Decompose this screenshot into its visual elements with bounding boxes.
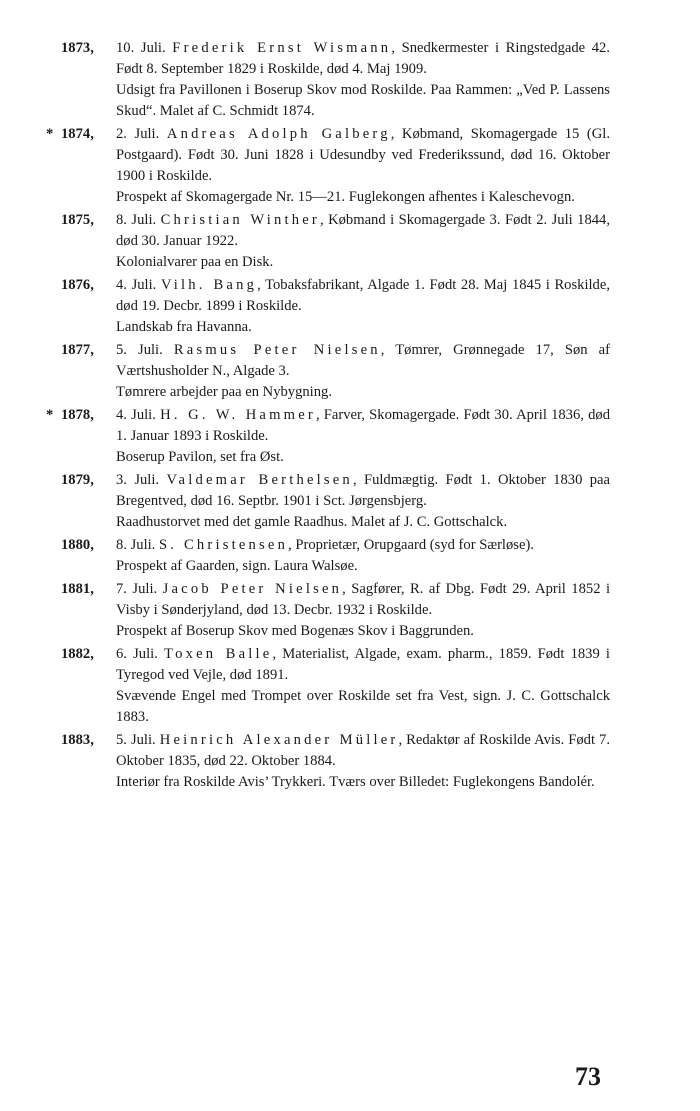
entry-date: 2. Juli. <box>116 126 167 142</box>
entry-text: Prospekt af Skomagergade Nr. 15—21. Fuglekongen afhentes i Kaleschevogn. <box>116 189 575 205</box>
list-item <box>0 644 700 728</box>
document-page <box>0 38 700 795</box>
entry-date: 4. Juli. <box>116 407 161 423</box>
entry-motif <box>116 512 610 533</box>
entry-motif <box>116 80 610 122</box>
entry-person-name: Valdemar Berthelsen <box>166 472 353 488</box>
entry-date: 6. Juli. <box>116 646 165 662</box>
entry-description <box>116 340 610 382</box>
entry-person-name: Frederik Ernst Wismann <box>172 40 392 56</box>
entry-text: Kolonialvarer paa en Disk. <box>116 254 274 270</box>
entry-description <box>116 579 610 621</box>
entry-motif <box>116 187 610 208</box>
list-item <box>0 579 700 642</box>
entry-date: 3. Juli. <box>116 472 167 488</box>
entry-text: Udsigt fra Pavillonen i Boserup Skov mod Roskilde. Paa Rammen: „Ved P. Lassens Skud“. Malet af C. Schmidt 1874. <box>116 82 610 119</box>
entry-motif <box>116 772 610 793</box>
entry-body <box>116 340 610 403</box>
list-item <box>0 730 700 793</box>
entry-year: 1880, <box>61 537 94 553</box>
entry-motif <box>116 252 610 273</box>
entry-body <box>116 210 610 273</box>
entry-date: 5. Juli. <box>116 732 160 748</box>
entry-year: 1877, <box>61 342 94 358</box>
entry-person-name: Heinrich Alexander Müller <box>159 732 399 748</box>
entry-person-name: Vilh. Bang <box>160 277 258 293</box>
entry-year: 1873, <box>61 40 94 56</box>
entry-text: Prospekt af Gaarden, sign. Laura Walsøe. <box>116 558 358 574</box>
entry-text: , Købmand, Skomagergade 15 (Gl. Postgaard). Født 30. Juni 1828 i Udesundby ved Frederikssund, død 16. Oktober 1900 i Roskilde. <box>116 126 610 184</box>
entry-year: 1881, <box>61 581 94 597</box>
entry-description <box>116 210 610 252</box>
entry-description <box>116 644 610 686</box>
entry-year: 1878, <box>61 407 94 423</box>
entry-text: , Snedkermester i Ringstedgade 42. Født 8. September 1829 i Roskilde, død 4. Maj 1909. <box>116 40 611 77</box>
entry-year: 1879, <box>61 472 94 488</box>
entry-year: 1874, <box>61 126 94 142</box>
entry-date: 8. Juli. <box>116 212 161 228</box>
entry-description <box>116 535 610 556</box>
entry-text: Svævende Engel med Trompet over Roskilde set fra Vest, sign. J. C. Gottschalck 1883. <box>116 688 610 725</box>
entry-text: , Tømrer, Grønnegade 17, Søn af Værtshusholder N., Algade 3. <box>116 342 610 379</box>
list-item <box>0 470 700 533</box>
entry-body <box>116 579 610 642</box>
entry-motif <box>116 686 610 728</box>
entry-text: Interiør fra Roskilde Avis’ Trykkeri. Tværs over Billedet: Fuglekongens Bandolér. <box>116 774 595 790</box>
entry-body <box>116 470 610 533</box>
entry-person-name: Christian Winther <box>160 212 320 228</box>
entry-text: , Redaktør af Roskilde Avis. Født 7. Oktober 1835, død 22. Oktober 1884. <box>116 732 610 769</box>
list-item <box>0 210 700 273</box>
entry-text: Prospekt af Boserup Skov med Bogenæs Skov i Baggrunden. <box>116 623 474 639</box>
list-item <box>0 124 700 208</box>
entry-year: 1876, <box>61 277 94 293</box>
entry-body <box>116 38 610 122</box>
entry-date: 4. Juli. <box>116 277 161 293</box>
entry-person-name: Rasmus Peter Nielsen <box>173 342 381 358</box>
entry-motif <box>116 317 610 338</box>
entry-body <box>116 405 610 468</box>
entry-text: , Fuldmægtig. Født 1. Oktober 1830 paa Bregentved, død 16. Septbr. 1901 i Sct. Jørgensbjerg. <box>116 472 610 509</box>
entry-list <box>0 38 700 793</box>
list-item <box>0 38 700 122</box>
entry-text: , Sagfører, R. af Dbg. Født 29. April 1852 i Visby i Sønderjyland, død 13. Decbr. 1932 i Roskilde. <box>116 581 611 618</box>
entry-person-name: H. G. W. Hammer <box>160 407 316 423</box>
entry-date: 7. Juli. <box>116 581 163 597</box>
entry-body <box>116 730 610 793</box>
entry-description <box>116 275 610 317</box>
entry-description <box>116 124 610 187</box>
entry-text: , Farver, Skomagergade. Født 30. April 1836, død 1. Januar 1893 i Roskilde. <box>116 407 610 444</box>
entry-body <box>116 535 610 577</box>
entry-body <box>116 644 610 728</box>
list-item <box>0 340 700 403</box>
entry-year: 1883, <box>61 732 94 748</box>
entry-text: Raadhustorvet med det gamle Raadhus. Malet af J. C. Gottschalck. <box>116 514 508 530</box>
entry-text: , Proprietær, Orupgaard (syd for Særløse). <box>288 537 534 553</box>
entry-motif <box>116 447 610 468</box>
entry-body <box>116 124 610 208</box>
entry-text: , Materialist, Algade, exam. pharm., 1859. Født 1839 i Tyregod ved Vejle, død 1891. <box>116 646 610 683</box>
entry-date: 5. Juli. <box>116 342 174 358</box>
entry-person-name: Toxen Balle <box>164 646 273 662</box>
entry-date: 10. Juli. <box>116 40 173 56</box>
entry-motif <box>116 621 610 642</box>
entry-person-name: Jacob Peter Nielsen <box>162 581 343 597</box>
entry-description <box>116 405 610 447</box>
entry-description <box>116 38 610 80</box>
entry-year: 1882, <box>61 646 94 662</box>
entry-person-name: Andreas Adolph Galberg <box>166 126 391 142</box>
entry-text: , Købmand i Skomagergade 3. Født 2. Juli 1844, død 30. Januar 1922. <box>116 212 610 249</box>
list-item <box>0 275 700 338</box>
list-item <box>0 405 700 468</box>
entry-motif <box>116 382 610 403</box>
list-item <box>0 535 700 577</box>
asterisk-mark: * <box>46 126 54 142</box>
entry-text: Boserup Pavilon, set fra Øst. <box>116 449 284 465</box>
asterisk-mark: * <box>46 407 54 423</box>
entry-text: , Tobaksfabrikant, Algade 1. Født 28. Maj 1845 i Roskilde, død 19. Decbr. 1899 i Roskilde. <box>116 277 610 314</box>
entry-description <box>116 470 610 512</box>
entry-person-name: S. Christensen <box>158 537 289 553</box>
entry-motif <box>116 556 610 577</box>
page-number: 73 <box>575 1062 601 1091</box>
entry-date: 8. Juli. <box>116 537 159 553</box>
entry-body <box>116 275 610 338</box>
entry-text: Landskab fra Havanna. <box>116 319 252 335</box>
entry-description <box>116 730 610 772</box>
entry-text: Tømrere arbejder paa en Nybygning. <box>116 384 332 400</box>
entry-year: 1875, <box>61 212 94 228</box>
